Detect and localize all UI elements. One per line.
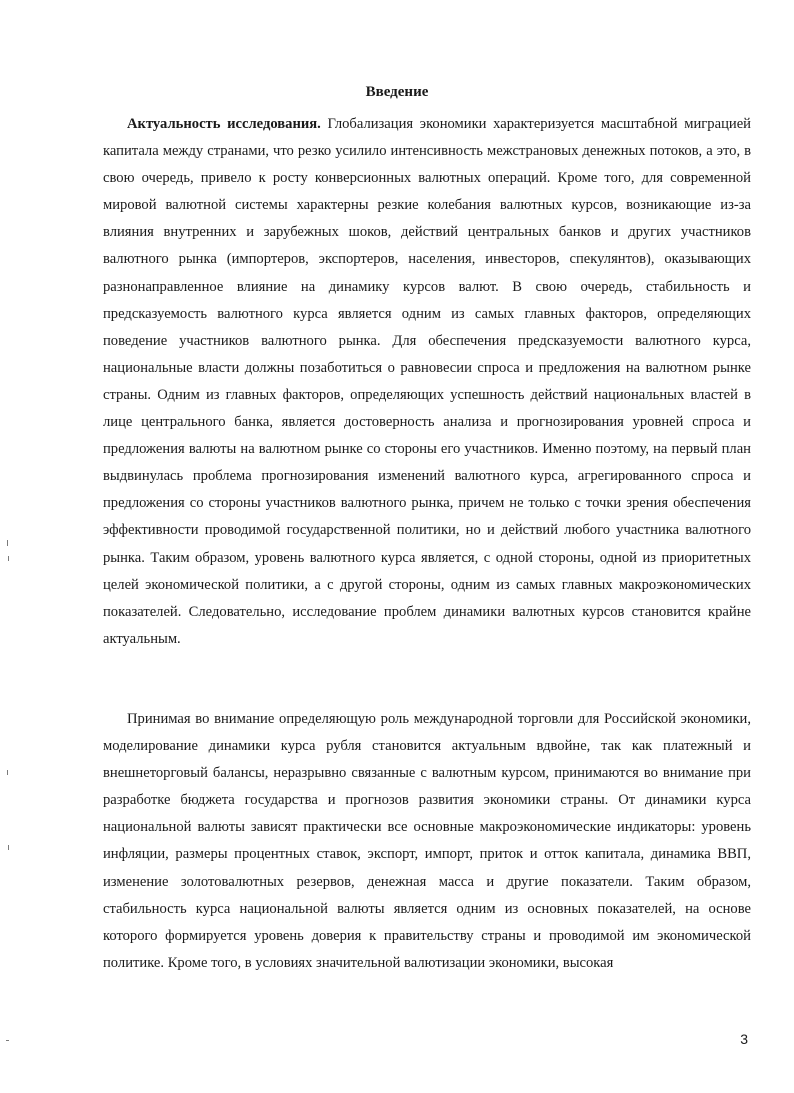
scan-artifact <box>7 540 8 546</box>
paragraph-relevance <box>103 111 751 653</box>
paragraph-ruble-dynamics: Принимая во внимание определяющую роль международной торговли для Российской экономики, моделирование динамики курса рубля становится актуальным вдвойне, так как платежный и внешнеторговый балансы, неразрывно связанные с валютным курсом, принимаются во внимание при разработке бюджета государства и прогнозов развития экономики страны. От динамики курса национальной валюты зависят практически все основные макроэкономические индикаторы: уровень инфляции, размеры процентных ставок, экспорт, импорт, приток и отток капитала, динамика ВВП, изменение золотовалютных резервов, денежная масса и другие показатели. Таким образом, стабильность курса национальной валюты является одним из основных показателей, на основе которого формируется уровень доверия к правительству страны и проводимой им экономической политике. Кроме того, в условиях значительной валютизации экономики, высокая <box>103 711 751 971</box>
paragraph-body: Глобализация экономики характеризуется масштабной миграцией капитала между странами, что резко усилило интенсивность межстрановых денежных потоков, а это, в свою очередь, привело к росту конверсионных валютных операций. Кроме того, для современной мировой валютной системы характерны резкие колебания валютных курсов, возникающие из-за влияния внутренних и зарубежных шоков, действий центральных банков и других участников валютного рынка (импортеров, экспортеров, населения, инвесторов, спекулянтов), оказывающих разнонаправленное влияние на динамику курсов валют. В свою очередь, стабильность и предсказуемость валютного курса является одним из самых главных факторов, определяющих поведение участников валютного рынка. Для обеспечения предсказуемости валютного курса, национальные власти должны позаботиться о равновесии спроса и предложения на валютном рынке страны. Одним из главных факторов, определяющих успешность действий национальных властей в лице центрального банка, является достоверность анализа и прогнозирования уровней спроса и предложения валюты на валютном рынке со стороны его участников. Именно поэтому, на первый план выдвинулась проблема прогнозирования изменений валютного курса, агрегированного спроса и предложения со стороны участников валютного рынка, причем не только с точки зрения обеспечения эффективности проводимой государственной политики, но и действий любого участника валютного рынка. Таким образом, уровень валютного курса является, с одной стороны, одной из приоритетных целей экономической политики, а с другой стороны, одним из самых главных макроэкономических показателей. Следовательно, исследование проблем динамики валютных курсов становится крайне актуальным. <box>103 116 751 647</box>
scan-artifact <box>7 770 8 775</box>
page-number: 3 <box>740 1031 748 1047</box>
paragraph-lead: Актуальность исследования. <box>127 116 321 132</box>
section-heading: Введение <box>365 84 429 100</box>
scan-artifact <box>8 845 9 850</box>
scan-artifact <box>8 556 9 561</box>
scan-artifact <box>6 1040 9 1041</box>
